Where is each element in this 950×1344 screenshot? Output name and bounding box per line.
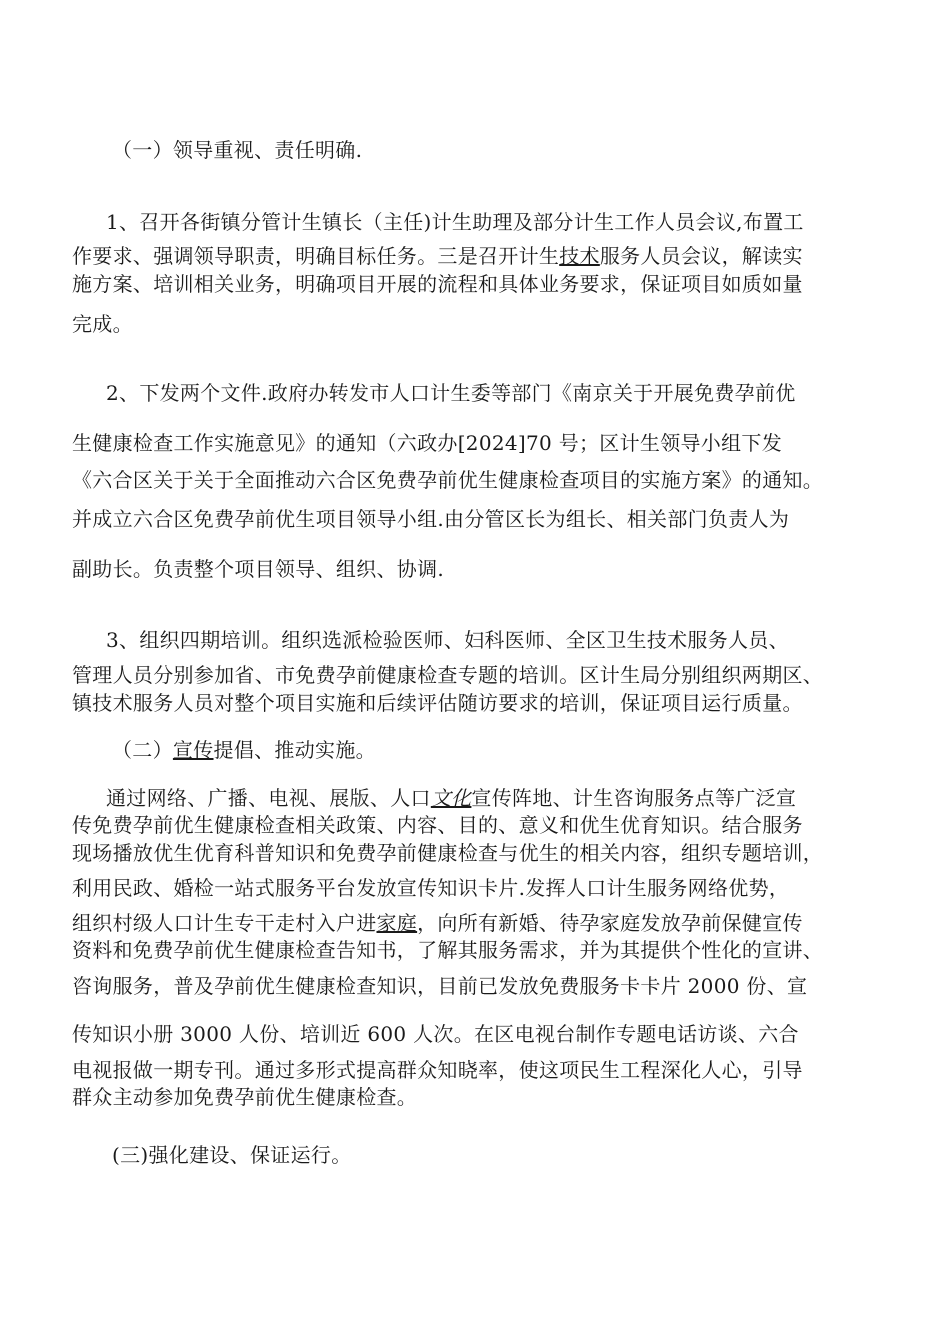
item3-line1: 3、组织四期培训。组织选派检验医师、妇科医师、全区卫生技术服务人员、: [106, 628, 789, 652]
para2-line7: 咨询服务，普及孕前优生健康检查知识，目前已发放免费服务卡卡片 2000 份、宣: [72, 974, 808, 998]
para2-line1: 通过网络、广播、电视、展版、人口文化宣传阵地、计生咨询服务点等广泛宣: [106, 786, 797, 810]
para2-line3: 现场播放优生优育科普知识和免费孕前健康检查与优生的相关内容，组织专题培训，: [72, 841, 824, 865]
item2-line4: 并成立六合区免费孕前优生项目领导小组.由分管区长为组长、相关部门负责人为: [72, 507, 790, 531]
section-heading-2: （二）宣传提倡、推动实施。: [112, 738, 376, 762]
item3-line2: 管理人员分别参加省、市免费孕前健康检查专题的培训。区计生局分别组织两期区、: [72, 663, 824, 687]
item2-line1: 2、下发两个文件.政府办转发市人口计生委等部门《南京关于开展免费孕前优: [106, 381, 796, 405]
para2-line10: 群众主动参加免费孕前优生健康检查。: [72, 1085, 418, 1109]
item1-line3: 施方案、培训相关业务，明确项目开展的流程和具体业务要求，保证项目如质如量: [72, 272, 803, 296]
item1-line2: 作要求、强调领导职责，明确目标任务。三是召开计生技术服务人员会议，解读实: [72, 244, 803, 268]
link-technology[interactable]: 技术: [559, 244, 600, 268]
link-culture[interactable]: 文化: [430, 786, 472, 810]
item2-line2: 生健康检查工作实施意见》的通知（六政办[2024]70 号；区计生领导小组下发: [72, 431, 783, 455]
item3-line3: 镇技术服务人员对整个项目实施和后续评估随访要求的培训，保证项目运行质量。: [72, 691, 803, 715]
item2-line3: 《六合区关于关于全面推动六合区免费孕前优生健康检查项目的实施方案》的通知。: [72, 468, 824, 492]
link-family[interactable]: 家庭: [376, 911, 418, 935]
para2-line6: 资料和免费孕前优生健康检查告知书，了解其服务需求，并为其提供个性化的宣讲、: [72, 938, 824, 962]
item1-line1: 1、召开各街镇分管计生镇长（主任)计生助理及部分计生工作人员会议,布置工: [106, 210, 804, 234]
para2-line9: 电视报做一期专刊。通过多形式提高群众知晓率，使这项民生工程深化人心，引导: [72, 1058, 803, 1082]
item2-line5: 副助长。负责整个项目领导、组织、协调.: [72, 557, 445, 581]
para2-line4: 利用民政、婚检一站式服务平台发放宣传知识卡片.发挥人口计生服务网络优势，: [72, 876, 790, 900]
para2-line5: 组织村级人口计生专干走村入户进家庭，向所有新婚、待孕家庭发放孕前保健宣传: [72, 911, 803, 935]
para2-line8: 传知识小册 3000 人份、培训近 600 人次。在区电视台制作专题电话访谈、六合: [72, 1022, 799, 1046]
section-heading-1: （一）领导重视、责任明确.: [112, 138, 363, 162]
item1-line4: 完成。: [72, 312, 133, 336]
link-publicity[interactable]: 宣传: [172, 738, 214, 762]
section-heading-3: (三)强化建设、保证运行。: [112, 1143, 352, 1167]
para2-line2: 传免费孕前优生健康检查相关政策、内容、目的、意义和优生优育知识。结合服务: [72, 813, 803, 837]
